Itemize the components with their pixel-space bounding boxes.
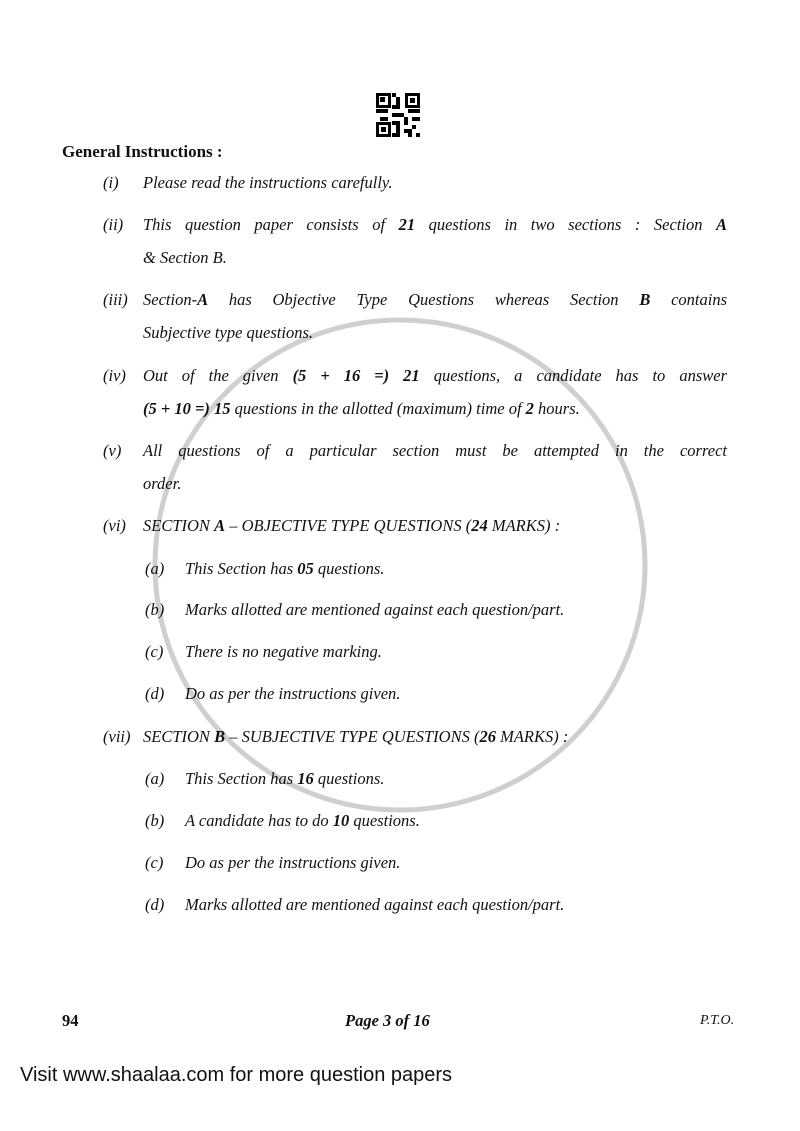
- item-label: (iii): [103, 290, 128, 309]
- item-label: (iv): [103, 366, 126, 385]
- subitem-label: (b): [145, 811, 165, 830]
- subitem-label: (c): [145, 853, 164, 872]
- subitem-text: Do as per the instructions given.: [185, 853, 401, 872]
- subitem-text: This Section has 05 questions.: [185, 559, 385, 578]
- item-label: (vi): [103, 516, 126, 535]
- item-text: All questions of a particular section must be attempted in the correct: [143, 441, 727, 460]
- subitem-label: (a): [145, 559, 165, 578]
- subitem-text: Do as per the instructions given.: [185, 684, 401, 703]
- page-number: Page 3 of 16: [345, 1011, 430, 1030]
- paper-code: 94: [62, 1011, 79, 1030]
- item-text: & Section B.: [143, 248, 227, 267]
- section-a-title: SECTION A – OBJECTIVE TYPE QUESTIONS (24 MARKS) :: [143, 516, 561, 535]
- item-text: Subjective type questions.: [143, 323, 313, 342]
- pto-label: P.T.O.: [700, 1013, 735, 1028]
- item-text: Section-A has Objective Type Questions whereas Section B contains: [143, 290, 727, 309]
- item-label: (ii): [103, 215, 124, 234]
- subitem-label: (a): [145, 769, 165, 788]
- subitem-label: (d): [145, 684, 165, 703]
- subitem-text: Marks allotted are mentioned against each question/part.: [185, 895, 565, 914]
- item-label: (vii): [103, 727, 131, 746]
- section-heading: General Instructions :: [62, 142, 223, 161]
- item-text: This question paper consists of 21 questions in two sections : Section A: [143, 215, 727, 234]
- subitem-label: (b): [145, 600, 165, 619]
- subitem-text: This Section has 16 questions.: [185, 769, 385, 788]
- item-label: (v): [103, 441, 122, 460]
- qr-code: [376, 93, 420, 137]
- subitem-text: There is no negative marking.: [185, 642, 382, 661]
- item-text: Out of the given (5 + 16 =) 21 questions, a candidate has to answer: [143, 366, 728, 385]
- item-text: (5 + 10 =) 15 questions in the allotted (maximum) time of 2 hours.: [143, 399, 580, 418]
- subitem-text: A candidate has to do 10 questions.: [185, 811, 420, 830]
- subitem-label: (d): [145, 895, 165, 914]
- item-text: order.: [143, 474, 182, 493]
- subitem-label: (c): [145, 642, 164, 661]
- section-b-title: SECTION B – SUBJECTIVE TYPE QUESTIONS (26 MARKS) :: [143, 727, 569, 746]
- item-text: Please read the instructions carefully.: [143, 173, 393, 192]
- subitem-text: Marks allotted are mentioned against each question/part.: [185, 600, 565, 619]
- site-banner: Visit www.shaalaa.com for more question papers: [20, 1064, 453, 1086]
- item-label: (i): [103, 173, 119, 192]
